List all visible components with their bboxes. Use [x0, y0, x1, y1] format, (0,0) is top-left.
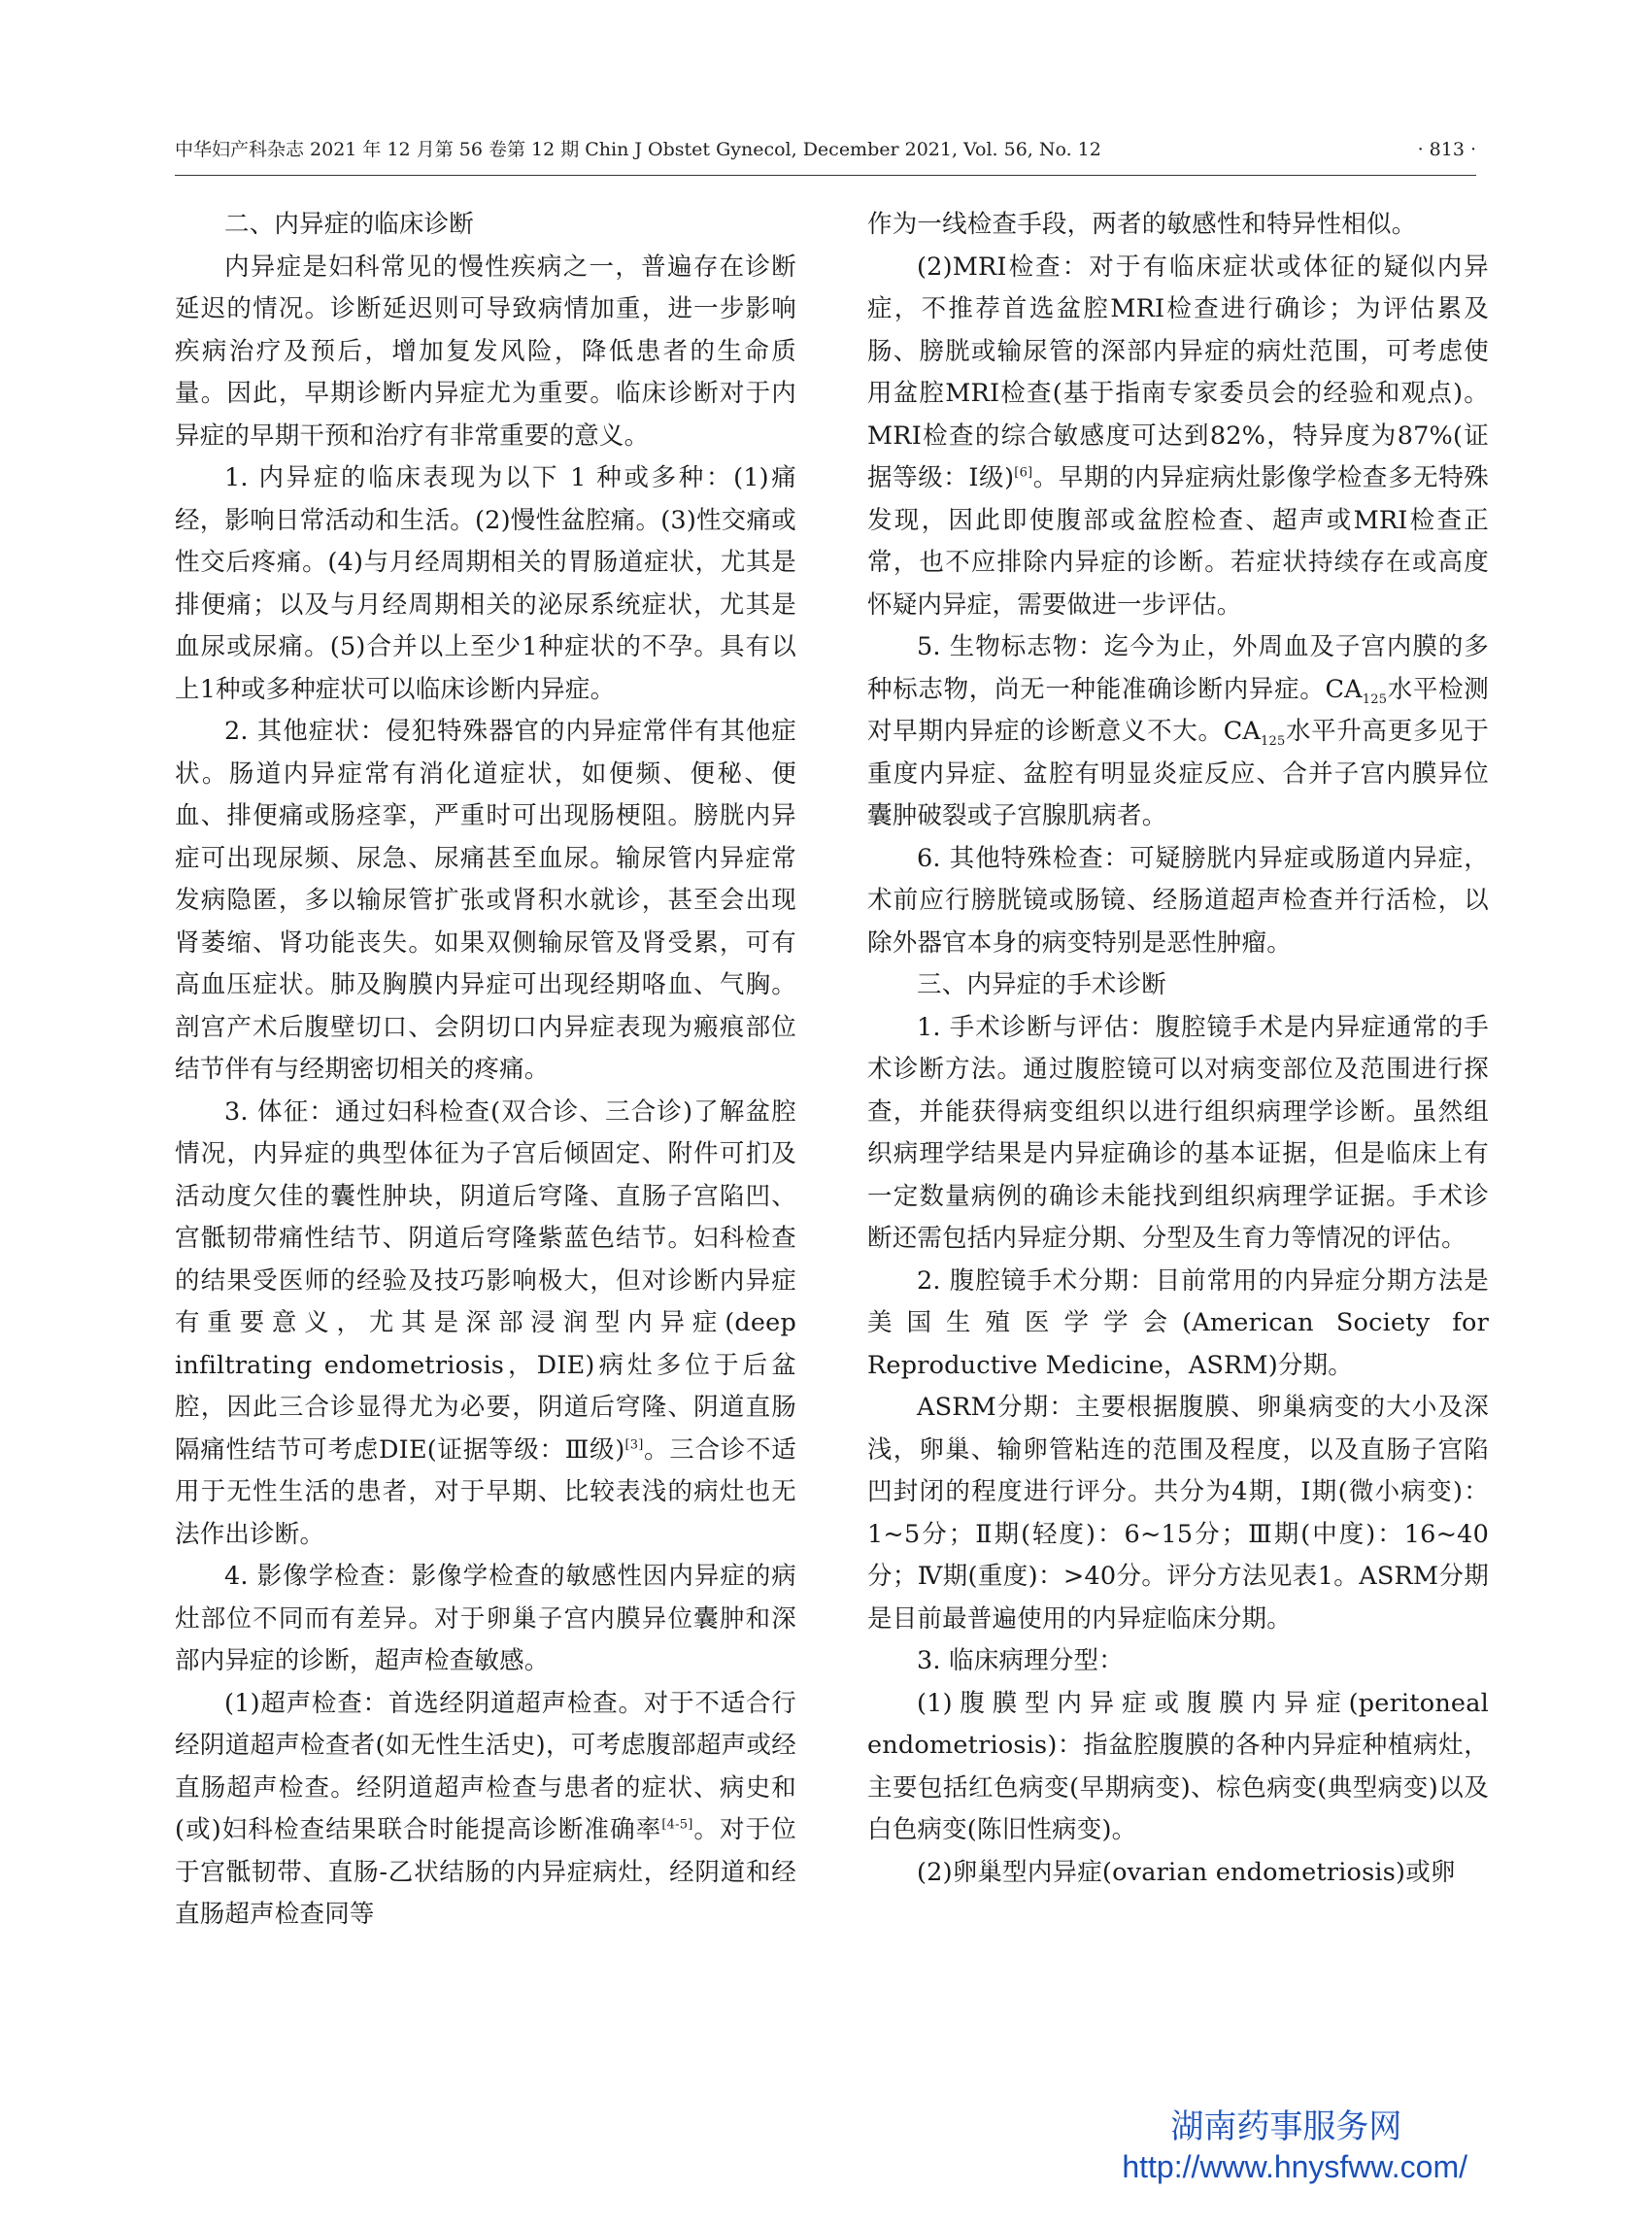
citation-ref: [4-5] [661, 1817, 693, 1833]
paragraph: 1. 手术诊断与评估：腹腔镜手术是内异症通常的手术诊断方法。通过腹腔镜可以对病变部位及范围进行探查，并能获得病变组织以进行组织病理学诊断。虽然组织病理学结果是内异症确诊的基本证据，但是临床上有一定数量病例的确诊未能找到组织病理学证据。手术诊断还需包括内异症分期、分型及生育力等情况的评估。 [867, 1012, 1489, 1253]
paragraph: 4. 影像学检查：影像学检查的敏感性因内异症的病灶部位不同而有差异。对于卵巢子宫内膜异位囊肿和深部内异症的诊断，超声检查敏感。 [175, 1562, 796, 1675]
paragraph: (2)MRI检查：对于有临床症状或体征的疑似内异症，不推荐首选盆腔MRI检查进行确诊；为评估累及肠、膀胱或输尿管的深部内异症的病灶范围，可考虑使用盆腔MRI检查(基于指南专家委员会的经验和观点)。MRI检查的综合敏感度可达到82%，特异度为87%(证据等级：Ⅰ级)[6]。早期的内异症病灶影像学检查多无特殊发现，因此即使腹部或盆腔检查、超声或MRI检查正常，也不应排除内异症的诊断。若症状持续存在或高度怀疑内异症，需要做进一步评估。 [867, 252, 1490, 620]
section-heading: 二、内异症的临床诊断 [224, 210, 475, 239]
watermark [1122, 2107, 1467, 2186]
left-column [175, 204, 796, 1937]
citation-ref: [3] [624, 1437, 644, 1452]
subscript: 125 [1261, 734, 1286, 750]
paragraph-continued: 作为一线检查手段，两者的敏感性和特异性相似。 [867, 210, 1417, 239]
running-header [175, 134, 1476, 165]
subscript: 125 [1362, 691, 1388, 707]
paragraph: 1. 内异症的临床表现为以下 1 种或多种：(1)痛经，影响日常活动和生活。(2)慢性盆腔痛。(3)性交痛或性交后疼痛。(4)与月经周期相关的胃肠道症状，尤其是排便痛；以及与月经周期相关的泌尿系统症状，尤其是血尿或尿痛。(5)合并以上至少1种症状的不孕。具有以上1种或多种症状可以临床诊断内异症。 [175, 463, 796, 704]
paragraph: (2)卵巢型内异症(ovarian endometriosis)或卵 [917, 1857, 1456, 1887]
paragraph: (1)腹膜型内异症或腹膜内异症(peritoneal endometriosis)：指盆腔腹膜的各种内异症种植病灶，主要包括红色病变(早期病变)、棕色病变(典型病变)以及白色病变(陈旧性病变)。 [867, 1688, 1489, 1844]
watermark-site-name: 湖南药事服务网 [1170, 2108, 1402, 2145]
journal-citation: 中华妇产科杂志 2021 年 12 月第 56 卷第 12 期 Chin J Obstet Gynecol, December 2021, Vol. 56, No. 12 [175, 139, 1101, 160]
paragraph: 2. 腹腔镜手术分期：目前常用的内异症分期方法是美国生殖医学学会(American Society for Reproductive Medicine，ASRM)分期。 [867, 1265, 1489, 1380]
paragraph: 5. 生物标志物：迄今为止，外周血及子宫内膜的多种标志物，尚无一种能准确诊断内异症。$CA_{125}$水平检测对早期内异症的诊断意义不大。$CA_{125}$水平升高更多见于重度内异症、盆腔有明显炎症反应、合并子宫内膜异位囊肿破裂或子宫腺肌病者。 [867, 632, 1489, 830]
paragraph: 内异症是妇科常见的慢性疾病之一，普遍存在诊断延迟的情况。诊断延迟则可导致病情加重，进一步影响疾病治疗及预后，增加复发风险，降低患者的生命质量。因此，早期诊断内异症尤为重要。临床诊断对于内异症的早期干预和治疗有非常重要的意义。 [175, 252, 796, 451]
paragraph: (1)超声检查：首选经阴道超声检查。对于不适合行经阴道超声检查者(如无性生活史)，可考虑腹部超声或经直肠超声检查。经阴道超声检查与患者的症状、病史和(或)妇科检查结果联合时能提高诊断准确率[4-5]。对于位于宫骶韧带、直肠-乙状结肠的内异症病灶，经阴道和经直肠超声检查同等 [175, 1688, 796, 1929]
page-number: · 813 · [1417, 139, 1476, 160]
paragraph: 2. 其他症状：侵犯特殊器官的内异症常伴有其他症状。肠道内异症常有消化道症状，如便频、便秘、便血、排便痛或肠痉挛，严重时可出现肠梗阻。膀胱内异症可出现尿频、尿急、尿痛甚至血尿。输尿管内异症常发病隐匿，多以输尿管扩张或肾积水就诊，甚至会出现肾萎缩、肾功能丧失。如果双侧输尿管及肾受累，可有高血压症状。肺及胸膜内异症可出现经期咯血、气胸。剖宫产术后腹壁切口、会阴切口内异症表现为瘢痕部位结节伴有与经期密切相关的疼痛。 [175, 717, 796, 1084]
paragraph: 3. 体征：通过妇科检查(双合诊、三合诊)了解盆腔情况，内异症的典型体征为子宫后倾固定、附件可扪及活动度欠佳的囊性肿块，阴道后穹隆、直肠子宫陷凹、宫骶韧带痛性结节、阴道后穹隆紫蓝色结节。妇科检查的结果受医师的经验及技巧影响极大，但对诊断内异症有重要意义，尤其是深部浸润型内异症(deep infiltrating endometriosis，DIE)病灶多位于后盆腔，因此三合诊显得尤为必要，阴道后穹隆、阴道直肠隔痛性结节可考虑DIE(证据等级：Ⅲ级)[3]。三合诊不适用于无性生活的患者，对于早期、比较表浅的病灶也无法作出诊断。 [175, 1096, 797, 1549]
paragraph: 6. 其他特殊检查：可疑膀胱内异症或肠道内异症，术前应行膀胱镜或肠镜、经肠道超声检查并行活检，以除外器官本身的病变特别是恶性肿瘤。 [867, 843, 1489, 958]
right-column [867, 204, 1489, 1894]
section-heading: 三、内异症的手术诊断 [917, 970, 1167, 999]
paragraph: ASRM分期：主要根据腹膜、卵巢病变的大小及深浅，卵巢、输卵管粘连的范围及程度，以及直肠子宫陷凹封闭的程度进行评分。共分为4期，Ⅰ期(微小病变)：1~5分；Ⅱ期(轻度)：6~15分；Ⅲ期(中度)：16~40分；Ⅳ期(重度)：>40分。评分方法见表1。ASRM分期是目前最普遍使用的内异症临床分期。 [867, 1393, 1489, 1634]
watermark-url[interactable]: http://www.hnysfww.com/ [1122, 2149, 1467, 2184]
header-rule [175, 175, 1476, 176]
paragraph: 3. 临床病理分型： [917, 1646, 1124, 1675]
citation-ref: [6] [1014, 465, 1033, 481]
